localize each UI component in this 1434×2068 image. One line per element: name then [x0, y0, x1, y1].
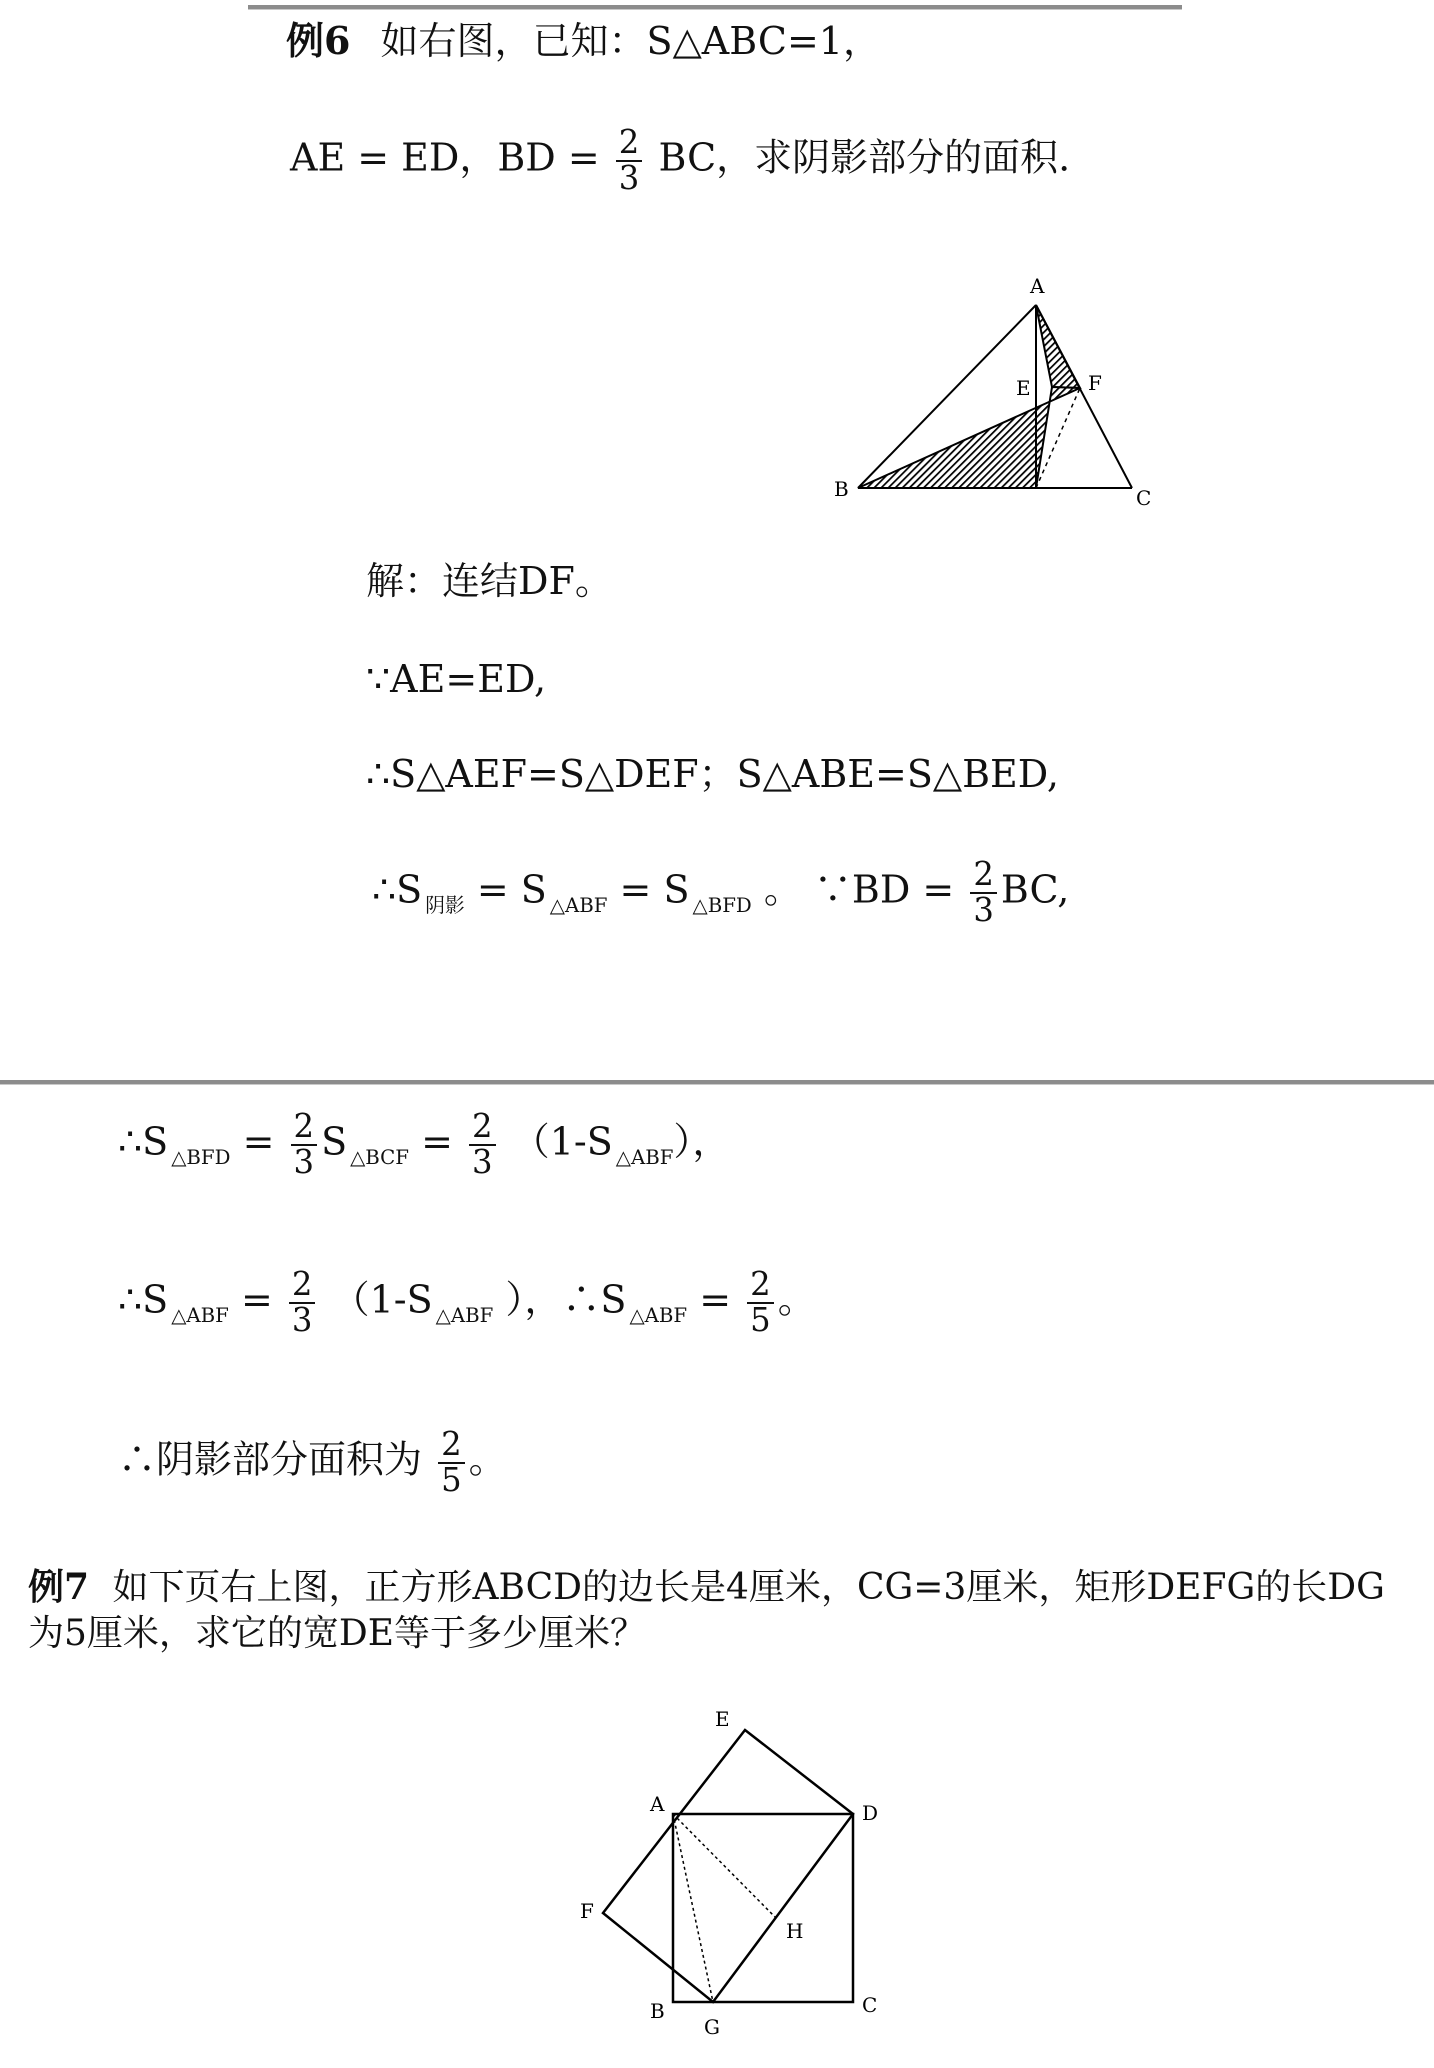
eq-subscript: △ABF — [615, 1146, 674, 1170]
solution-line-4 — [372, 855, 1070, 929]
eq-text: ）， — [673, 1119, 731, 1164]
eq-text: ∴S — [372, 867, 423, 912]
rectangle-defg — [603, 1730, 853, 2002]
middle-divider — [0, 1080, 1434, 1085]
example7-text: 如下页右上图，正方形ABCD的边长是4厘米，CG=3厘米，矩形DEFG的长DG为5厘米，求它的宽DE等于多少厘米？ — [28, 1567, 1385, 1654]
eq-subscript: △BFD — [692, 894, 752, 918]
given-text-b: BC，求阴影部分的面积. — [658, 135, 1071, 180]
triangle-figure — [820, 265, 1160, 515]
vertex-label-b: B — [650, 1999, 665, 2023]
example6-intro: 如右图，已知：S△ABC=1， — [380, 19, 881, 63]
vertex-label-c: C — [1136, 486, 1152, 510]
eq-subscript: △ABF — [435, 1304, 494, 1328]
solution-line-7 — [118, 1425, 507, 1499]
vertex-label-f: F — [580, 1899, 594, 1923]
example7-statement — [28, 1564, 1418, 1657]
eq-subscript: △ABF — [549, 894, 608, 918]
fraction-numerator: 2 — [616, 126, 643, 162]
eq-subscript: △BCF — [350, 1146, 409, 1170]
eq-text: 。 — [468, 1437, 507, 1482]
fraction-two-fifths — [438, 1425, 465, 1499]
eq-text: = — [421, 1119, 453, 1164]
eq-text: = S — [476, 867, 547, 912]
fraction-denominator: 3 — [291, 1300, 313, 1339]
eq-text: 。 ∵BD = — [763, 867, 955, 912]
fraction-numerator: 2 — [289, 1268, 316, 1304]
eq-subscript: △ABF — [171, 1304, 229, 1328]
eq-text: S — [321, 1119, 348, 1164]
example7-label: 例7 — [28, 1566, 90, 1608]
vertex-label-f: F — [1088, 371, 1102, 395]
vertex-label-d: D — [862, 1801, 879, 1825]
eq-text: ），∴S — [505, 1277, 627, 1322]
given-text-a: AE = ED，BD = — [290, 135, 600, 180]
vertex-label-h: H — [786, 1919, 804, 1943]
square-rectangle-figure — [570, 1708, 900, 2048]
solution-line-2: ∵AE=ED, — [366, 657, 547, 701]
vertex-label-c: C — [862, 1993, 878, 2017]
example6-title — [286, 18, 881, 63]
fraction-denominator: 5 — [441, 1460, 462, 1499]
segment-ah-dashed — [673, 1814, 775, 1917]
fraction-numerator: 2 — [469, 1110, 496, 1146]
eq-text: 。 — [777, 1277, 816, 1322]
eq-text: = S — [619, 867, 690, 912]
fraction-denominator: 3 — [973, 890, 994, 929]
fraction-numerator: 2 — [970, 858, 997, 894]
solution-line-3: ∴S△AEF=S△DEF；S△ABE=S△BED, — [366, 752, 1059, 796]
fraction-two-fifths — [747, 1265, 774, 1339]
solution-line-6 — [118, 1265, 816, 1339]
fraction-numerator: 2 — [747, 1268, 774, 1304]
vertex-label-b: B — [834, 477, 849, 501]
vertex-label-a: A — [650, 1792, 665, 1816]
fraction-two-thirds — [970, 855, 997, 929]
eq-text: （1-S — [331, 1277, 433, 1322]
fraction-two-thirds — [289, 1265, 316, 1339]
fraction-denominator: 3 — [472, 1142, 493, 1181]
eq-text: BC, — [1000, 867, 1070, 912]
eq-text: ∴阴影部分面积为 — [118, 1437, 423, 1482]
vertex-label-e: E — [715, 1708, 730, 1731]
square-abcd — [673, 1814, 853, 2002]
eq-text: = — [240, 1277, 273, 1322]
vertex-label-a: A — [1030, 274, 1045, 298]
top-divider — [248, 5, 1182, 10]
vertex-label-g: G — [704, 2015, 720, 2039]
fraction-numerator: 2 — [291, 1110, 318, 1146]
example6-given — [290, 123, 1071, 197]
solution-line-1: 解：连结DF。 — [366, 559, 613, 603]
vertex-label-e: E — [1016, 376, 1031, 400]
eq-subscript: △BFD — [171, 1146, 231, 1170]
solution-line-5 — [118, 1107, 731, 1181]
fraction-denominator: 3 — [293, 1142, 315, 1181]
example6-label: 例6 — [286, 18, 351, 63]
fraction-numerator: 2 — [438, 1428, 465, 1464]
fraction-two-thirds — [291, 1107, 318, 1181]
eq-subscript: △ABF — [629, 1304, 688, 1328]
fraction-denominator: 5 — [750, 1300, 771, 1339]
eq-text: = — [699, 1277, 732, 1322]
eq-subscript: 阴影 — [425, 894, 465, 918]
eq-text: （1-S — [511, 1119, 613, 1164]
fraction-two-thirds — [616, 123, 643, 197]
eq-text: ∴S — [118, 1277, 169, 1322]
fraction-denominator: 3 — [618, 158, 640, 197]
eq-text: = — [242, 1119, 275, 1164]
shaded-triangle-bef — [858, 387, 1080, 488]
eq-text: ∴S — [118, 1119, 169, 1164]
fraction-two-thirds — [469, 1107, 496, 1181]
